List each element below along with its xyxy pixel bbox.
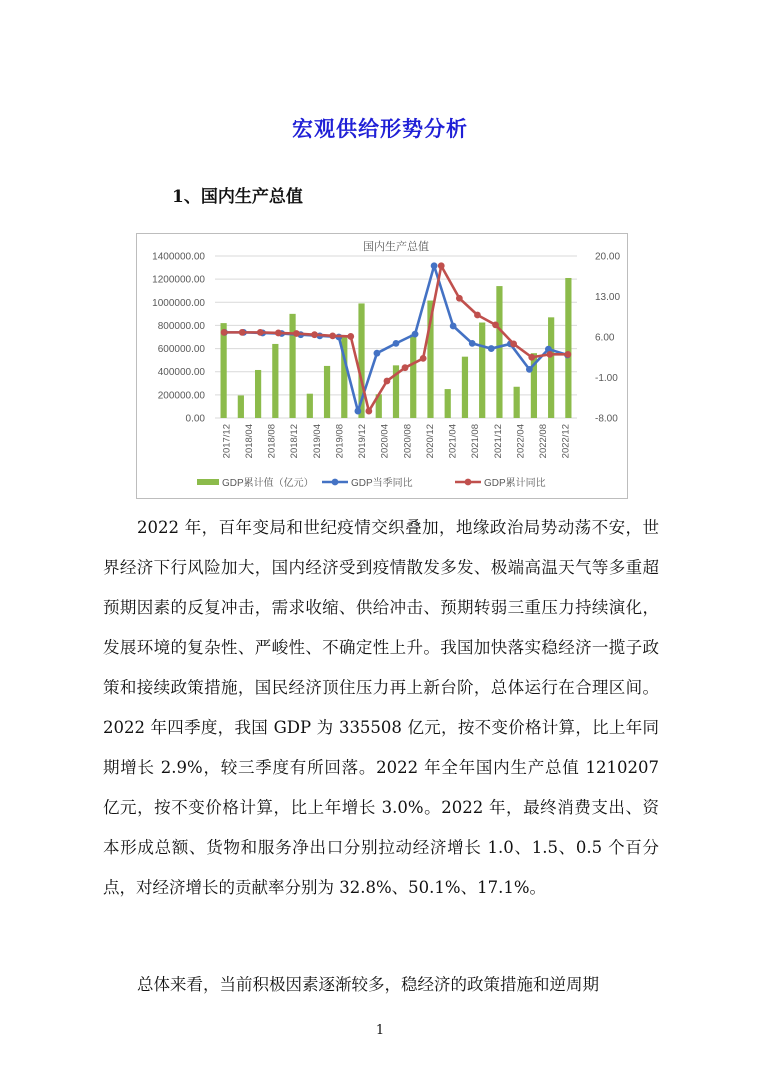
x-tick-label: 2018/08 <box>266 424 278 459</box>
gdp-quarterly-yoy-point <box>374 350 381 357</box>
gdp-cumulative-bar <box>496 286 502 418</box>
y-left-tick-label: 1400000.00 <box>152 251 205 263</box>
y-left-tick-label: 600000.00 <box>157 344 205 356</box>
gdp-chart <box>136 233 628 499</box>
gdp-cumulative-yoy-point <box>275 330 282 337</box>
gdp-cumulative-bar <box>255 370 261 418</box>
gdp-quarterly-yoy-point <box>393 340 400 347</box>
legend-swatch-marker <box>332 479 339 486</box>
gdp-cumulative-bar <box>289 314 295 418</box>
gdp-quarterly-yoy-point <box>412 331 419 338</box>
gdp-cumulative-yoy-point <box>546 351 553 358</box>
gdp-cumulative-bar <box>238 395 244 418</box>
gdp-chart-svg <box>137 234 627 498</box>
gdp-cumulative-yoy-point <box>293 330 300 337</box>
gdp-cumulative-bar <box>324 366 330 418</box>
gdp-cumulative-yoy-point <box>510 341 517 348</box>
paragraph-summary: 总体来看，当前积极因素逐渐较多，稳经济的政策措施和逆周期 <box>137 975 599 994</box>
gdp-cumulative-bar <box>445 389 451 418</box>
gdp-quarterly-yoy-point <box>488 345 495 352</box>
page-number: 1 <box>375 1023 385 1038</box>
x-tick-label: 2018/04 <box>243 424 255 459</box>
x-tick-label: 2019/12 <box>357 424 369 459</box>
y-right-tick-label: -1.00 <box>595 373 618 384</box>
gdp-cumulative-bar <box>479 323 485 418</box>
gdp-cumulative-yoy-point <box>438 262 445 269</box>
gdp-cumulative-yoy-point <box>257 329 264 336</box>
gdp-quarterly-yoy-point <box>469 340 476 347</box>
gdp-cumulative-yoy-point <box>239 329 246 336</box>
gdp-cumulative-yoy-point <box>456 295 463 302</box>
legend-label: GDP累计同比 <box>484 478 546 489</box>
gdp-cumulative-yoy-point <box>311 331 318 338</box>
y-left-tick-label: 0.00 <box>185 413 205 425</box>
section-heading: 1、国内生产总值 <box>172 187 303 207</box>
x-tick-label: 2019/08 <box>334 424 346 459</box>
gdp-cumulative-bar <box>307 394 313 418</box>
y-left-tick-label: 1200000.00 <box>152 274 205 286</box>
x-tick-label: 2021/04 <box>447 424 459 459</box>
y-left-tick-label: 200000.00 <box>157 390 205 402</box>
y-left-tick-label: 800000.00 <box>157 320 205 332</box>
legend-label: GDP当季同比 <box>351 478 413 489</box>
gdp-quarterly-yoy-point <box>354 408 361 415</box>
gdp-cumulative-yoy-point <box>365 408 372 415</box>
y-right-tick-label: -8.00 <box>595 413 618 425</box>
x-tick-label: 2021/12 <box>492 424 504 459</box>
y-right-tick-label: 13.00 <box>595 292 621 303</box>
x-tick-label: 2018/12 <box>289 424 301 459</box>
paragraph-gdp-analysis: 2022 年，百年变局和世纪疫情交织叠加，地缘政治局势动荡不安，世界经济下行风险加大，国内经济受到疫情散发多发、极端高温天气等多重超预期因素的反复冲击，需求收缩、供给冲击、预期转弱三重压力持续演化，发展环境的复杂性、严峻性、不确定性上升。我国加快落实稳经济一揽子政策和接续政策措施，国民经济顶住压力再上新台阶，总体运行在合理区间。2022 年四季度，我国 GDP 为 335508 亿元，按不变价格计算，比上年同期增长 2.9%，较三季度有所回落。2022 年全年国内生产总值 1210207 亿元，按不变价格计算，比上年增长 3.0%。2022 年，最终消费支出、资本形成总额、货物和服务净出口分别拉动经济增长 1.0、1.5、0.5 个百分点，对经济增长的贡献率分别为 32.8%、50.1%、17.1%。 <box>103 518 659 897</box>
gdp-cumulative-bar <box>514 387 520 418</box>
legend-label: GDP累计值（亿元） <box>222 478 314 489</box>
gdp-cumulative-bar <box>410 335 416 418</box>
x-tick-label: 2020/04 <box>379 424 391 459</box>
x-tick-label: 2022/08 <box>538 424 550 459</box>
gdp-cumulative-yoy-point <box>565 351 572 358</box>
gdp-cumulative-bar <box>548 317 554 418</box>
x-tick-label: 2021/08 <box>470 424 482 459</box>
gdp-cumulative-yoy-point <box>329 332 336 339</box>
y-right-tick-label: 6.00 <box>595 332 615 344</box>
y-left-tick-label: 1000000.00 <box>152 297 205 309</box>
gdp-cumulative-yoy-point <box>528 354 535 361</box>
y-left-tick-label: 400000.00 <box>157 367 205 379</box>
page-title: 宏观供给形势分析 <box>292 116 468 141</box>
x-tick-label: 2022/12 <box>560 424 572 459</box>
legend-swatch-bar <box>197 479 219 485</box>
gdp-quarterly-yoy-point <box>450 323 457 330</box>
gdp-cumulative-bar <box>221 323 227 418</box>
x-tick-label: 2019/04 <box>311 424 323 459</box>
gdp-cumulative-yoy-point <box>347 333 354 340</box>
gdp-cumulative-bar <box>565 278 571 418</box>
gdp-cumulative-yoy-point <box>384 378 391 385</box>
gdp-quarterly-yoy-point <box>526 366 533 373</box>
legend-swatch-marker <box>465 479 472 486</box>
gdp-cumulative-yoy-point <box>492 321 499 328</box>
gdp-cumulative-yoy-point <box>420 355 427 362</box>
gdp-cumulative-yoy-point <box>221 329 228 336</box>
gdp-cumulative-yoy-point <box>474 312 481 319</box>
gdp-quarterly-yoy-point <box>431 262 438 269</box>
x-tick-label: 2022/04 <box>515 424 527 459</box>
x-tick-label: 2020/12 <box>424 424 436 459</box>
gdp-cumulative-bar <box>272 344 278 418</box>
y-right-tick-label: 20.00 <box>595 251 621 263</box>
gdp-cumulative-yoy-point <box>402 364 409 371</box>
chart-title: 国内生产总值 <box>363 241 429 253</box>
x-tick-label: 2020/08 <box>402 424 414 459</box>
x-tick-label: 2017/12 <box>221 424 233 459</box>
gdp-cumulative-bar <box>462 357 468 418</box>
